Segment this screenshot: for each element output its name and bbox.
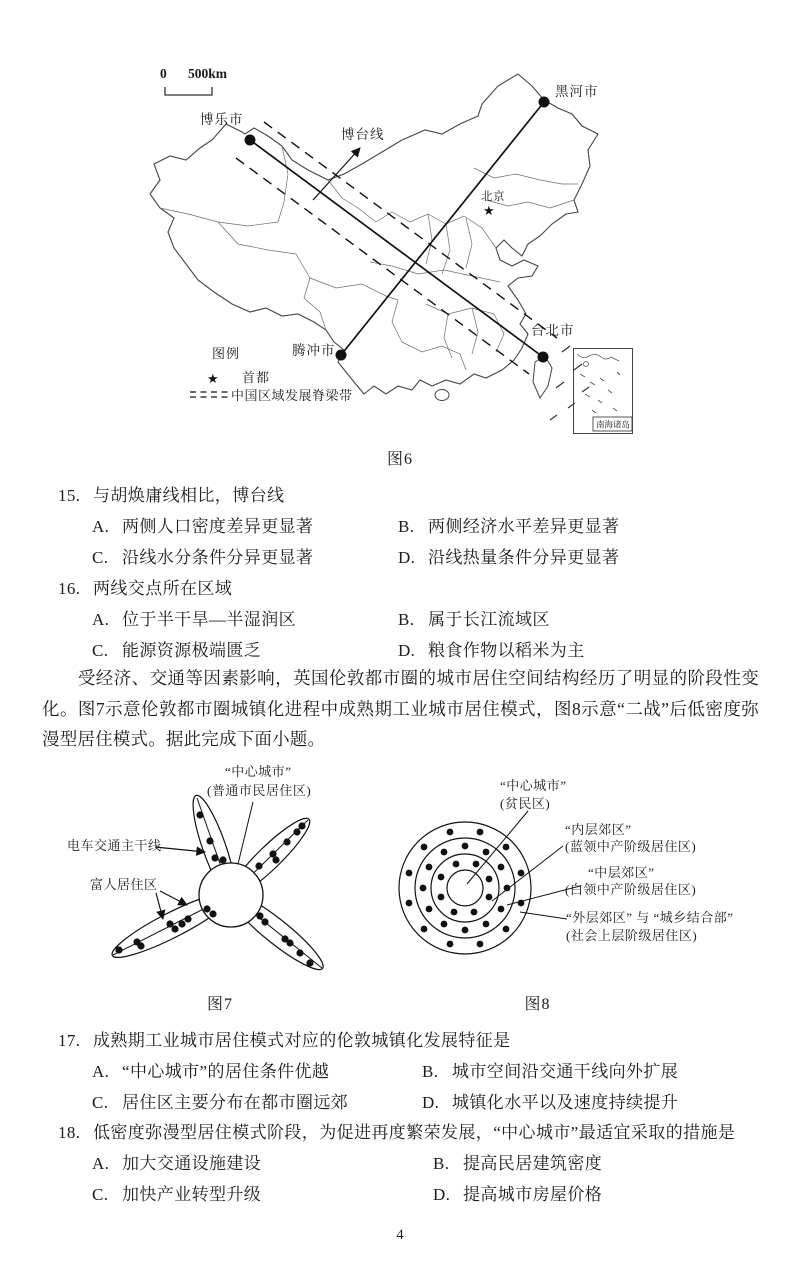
f8-inner-label-line2: (蓝领中产阶级居住区) bbox=[565, 839, 697, 854]
q18-option-a: A. 加大交通设施建设 bbox=[92, 1154, 262, 1173]
q15-option-a: A. 两侧人口密度差异更显著 bbox=[92, 517, 314, 536]
q17-option-d: D. 城镇化水平以及速度持续提升 bbox=[422, 1093, 679, 1112]
f8-center-label-line2: (贫民区) bbox=[500, 796, 551, 811]
q16-option-a: A. 位于半干旱—半湿润区 bbox=[92, 610, 296, 629]
figure8-caption: 图8 bbox=[524, 996, 551, 1013]
f8-inner-label-line1: “内层郊区” bbox=[565, 822, 632, 837]
q16-stem: 16. 两线交点所在区域 bbox=[58, 579, 233, 598]
page-number: 4 bbox=[396, 1227, 404, 1243]
bole-dot bbox=[245, 135, 256, 146]
rich-arrow-2 bbox=[156, 893, 163, 919]
q16-option-c: C. 能源资源极端匮乏 bbox=[92, 641, 262, 660]
city-label-taipei: 台北市 bbox=[531, 323, 575, 338]
q16-option-b: B. 属于长江流域区 bbox=[398, 610, 550, 629]
f8-middle-label-line1: “中层郊区” bbox=[588, 865, 655, 880]
hainan-island bbox=[435, 390, 449, 401]
city-label-beijing: 北京 bbox=[481, 191, 505, 203]
passage-text: 受经济、交通等因素影响，英国伦敦都市圈的城市居住空间结构经历了明显的阶段性变化。图7示意伦敦都市圈城镇化进程中成熟期工业城市居住模式，图8示意“二战”后低密度弥漫型居住模式。据此完成下面小题。 bbox=[42, 668, 759, 749]
rich-arrow-1 bbox=[160, 891, 187, 905]
legend-title: 图例 bbox=[212, 346, 241, 361]
taipei-dot bbox=[538, 352, 549, 363]
ring-dots bbox=[406, 829, 525, 948]
concentric-rings bbox=[399, 822, 531, 954]
q17-number: 17. bbox=[58, 1031, 81, 1050]
f7-tram-label: 电车交通主干线 bbox=[67, 838, 162, 853]
tram-arrow bbox=[155, 847, 205, 852]
q17-stem: 17. 成熟期工业城市居住模式对应的伦敦城镇化发展特征是 bbox=[58, 1031, 511, 1050]
f7-rich-label: 富人居住区 bbox=[90, 877, 158, 892]
scale-zero-label: 0 bbox=[160, 66, 167, 81]
q16-number: 16. bbox=[58, 579, 81, 598]
heihe-dot bbox=[539, 97, 550, 108]
city-label-heihe: 黑河市 bbox=[555, 84, 599, 99]
q18-number: 18. bbox=[58, 1123, 81, 1142]
figure7-caption: 图7 bbox=[206, 996, 233, 1013]
legend-star-icon: ★ bbox=[207, 371, 219, 386]
figure8-svg bbox=[395, 758, 770, 993]
tengchong-dot bbox=[336, 350, 347, 361]
legend-dashed-sample bbox=[190, 392, 229, 397]
q17-option-b: B. 城市空间沿交通干线向外扩展 bbox=[422, 1062, 679, 1081]
city-label-tengchong: 腾冲市 bbox=[292, 343, 336, 358]
q15-option-c: C. 沿线水分条件分异更显著 bbox=[92, 548, 314, 567]
q16-option-d: D. 粮食作物以稻米为主 bbox=[398, 641, 585, 660]
south-sea-inset bbox=[574, 349, 633, 434]
scale-distance-label: 500km bbox=[188, 66, 228, 81]
q15-option-d: D. 沿线热量条件分异更显著 bbox=[398, 548, 620, 567]
legend-capital-label: 首都 bbox=[242, 370, 271, 385]
q18-option-b: B. 提高民居建筑密度 bbox=[433, 1154, 603, 1173]
botai-label-arrow bbox=[313, 148, 360, 200]
q18-option-d: D. 提高城市房屋价格 bbox=[433, 1185, 603, 1204]
figure6-caption: 图6 bbox=[386, 451, 413, 468]
figure6-map bbox=[130, 52, 650, 444]
sea-dashes bbox=[550, 346, 589, 420]
beijing-star-icon: ★ bbox=[483, 203, 495, 218]
q15-stem: 15. 与胡焕庸线相比，博台线 bbox=[58, 486, 285, 505]
q17-option-c: C. 居住区主要分布在都市圈远郊 bbox=[92, 1093, 349, 1112]
f8-outer-label-line1: “外层郊区” 与 “城乡结合部” bbox=[566, 910, 734, 925]
f7-center-label-line2: (普通市民居住区) bbox=[207, 783, 312, 798]
q18-stem: 18. 低密度弥漫型居住模式阶段，为促进再度繁荣发展，“中心城市”最适宜采取的措施是 bbox=[58, 1123, 736, 1142]
city-label-bole: 博乐市 bbox=[200, 112, 244, 127]
q15-option-b: B. 两侧经济水平差异更显著 bbox=[398, 517, 620, 536]
botai-line-label: 博台线 bbox=[341, 127, 385, 142]
inset-label: 南海诸岛 bbox=[596, 419, 631, 430]
f8-center-label-line1: “中心城市” bbox=[500, 778, 567, 793]
botai-line bbox=[250, 140, 543, 357]
f7-center-label-line1: “中心城市” bbox=[225, 764, 292, 779]
legend-belt-label: 中国区域发展脊梁带 bbox=[231, 388, 353, 403]
central-city-circle bbox=[199, 863, 263, 927]
q17-option-a: A. “中心城市”的居住条件优越 bbox=[92, 1062, 330, 1081]
q15-number: 15. bbox=[58, 486, 81, 505]
f8-middle-label-line2: (白领中产阶级居住区) bbox=[565, 882, 697, 897]
figure7-diagram bbox=[55, 758, 385, 993]
figure8-diagram bbox=[395, 758, 770, 993]
f8-outer-label-line2: (社会上层阶级居住区) bbox=[566, 928, 698, 943]
q18-option-c: C. 加快产业转型升级 bbox=[92, 1185, 262, 1204]
center-city-pointer bbox=[238, 802, 253, 864]
scale-bar bbox=[165, 87, 212, 95]
